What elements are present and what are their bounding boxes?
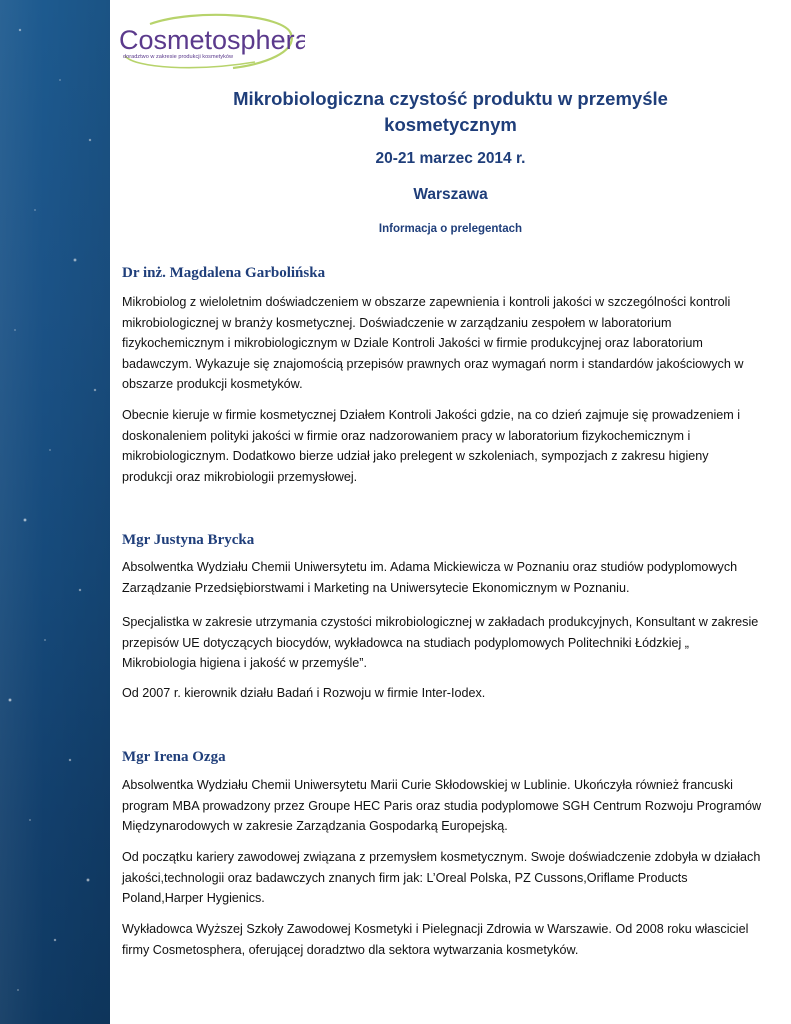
title-line-1: Mikrobiologiczna czystość produktu w przemyśle xyxy=(233,88,668,109)
title-line-2: kosmetycznym xyxy=(384,114,517,135)
speaker-bio-paragraph: Od początku kariery zawodowej związana z przemysłem kosmetycznym. Swoje doświadczenie zdobyła w działach jakości,technologii oraz badawczych znanych firm jak: L’Oreal Polska, PZ Cussons,Oriflame Products Poland,Harper Hygienics. xyxy=(122,850,761,905)
speaker-name: Mgr Irena Ozga xyxy=(122,749,226,765)
logo-brand-text: Cosmetosphera xyxy=(119,25,305,55)
logo-tagline: doradztwo w zakresie produkcji kosmetyków xyxy=(123,54,234,60)
logo-graphic xyxy=(115,12,305,74)
speaker-bio-paragraph: Od 2007 r. kierownik działu Badań i Rozwoju w firmie Inter-Iodex. xyxy=(122,686,486,700)
event-date: 20-21 marzec 2014 r. xyxy=(375,150,526,167)
speaker-bio-paragraph: Obecnie kieruje w firmie kosmetycznej Działem Kontroli Jakości gdzie, na co dzień zajmuje się prowadzeniem i doskonaleniem polityki jakości w firmie oraz nadzorowaniem pracy w laboratorium fizykochemicznym i mikrobiologicznym. Dodatkowo bierze udział jako prelegent w szkoleniach, sympozjach z zakresu higieny produkcji oraz mikrobiologii przemysłowej. xyxy=(122,408,741,484)
speaker-bio-paragraph: Mikrobiolog z wieloletnim doświadczeniem w obszarze zapewnienia i kontroli jakości w szczególności kontroli mikrobiologicznej w branży kosmetycznej. Doświadczenie w zarządzaniu zespołem w laboratorium fizykochemicznym i mikrobiologicznym w Dziale Kontroli Jakości w firmie produkcyjnej oraz laboratorium badawczym. Wykazuje się znajomością przepisów prawnych oraz wymagań norm i standardów jakościowych w obszarze produkcji kosmetyków. xyxy=(122,295,744,391)
page-title xyxy=(110,86,791,138)
speaker-bio-paragraph: Wykładowca Wyższej Szkoły Zawodowej Kosmetyki i Pielegnacji Zdrowia w Warszawie. Od 2008 roku własciciel firmy Cosmetosphera, oferującej doradztwo dla sektora wytwarzania kosmetyków. xyxy=(122,922,749,957)
speaker-name: Dr inż. Magdalena Garbolińska xyxy=(122,265,326,281)
event-city: Warszawa xyxy=(413,186,488,203)
speaker-name: Mgr Justyna Brycka xyxy=(122,532,255,548)
decorative-sidebar xyxy=(0,0,110,1024)
section-subtitle: Informacja o prelegentach xyxy=(378,223,523,235)
speaker-bio-paragraph: Absolwentka Wydziału Chemii Uniwersytetu im. Adama Mickiewicza w Poznaniu oraz studiów podyplomowych Zarządzanie Przedsiębiorstwami i Marketing na Uniwersytecie Ekonomicznym w Poznaniu. xyxy=(122,560,738,595)
speaker-bio-paragraph: Absolwentka Wydziału Chemii Uniwersytetu Marii Curie Skłodowskiej w Lublinie. Ukończyła również francuski program MBA prowadzony przez Groupe HEC Paris oraz studia podyplomowe SGH Centrum Rozwoju Programów Międzynarodowych w zakresie Zarządzania Gospodarką Europejską. xyxy=(122,778,762,833)
speaker-bio-paragraph: Specjalistka w zakresie utrzymania czystości mikrobiologicznej w zakładach produkcyjnych, Konsultant w zakresie przepisów UE dotyczących biocydów, wykładowca na studiach podyplomowych Politechniki Łódzkiej „ Mikrobiologia higiena i jakość w przemyśle”. xyxy=(122,615,759,670)
cosmetosphera-logo xyxy=(115,12,305,74)
